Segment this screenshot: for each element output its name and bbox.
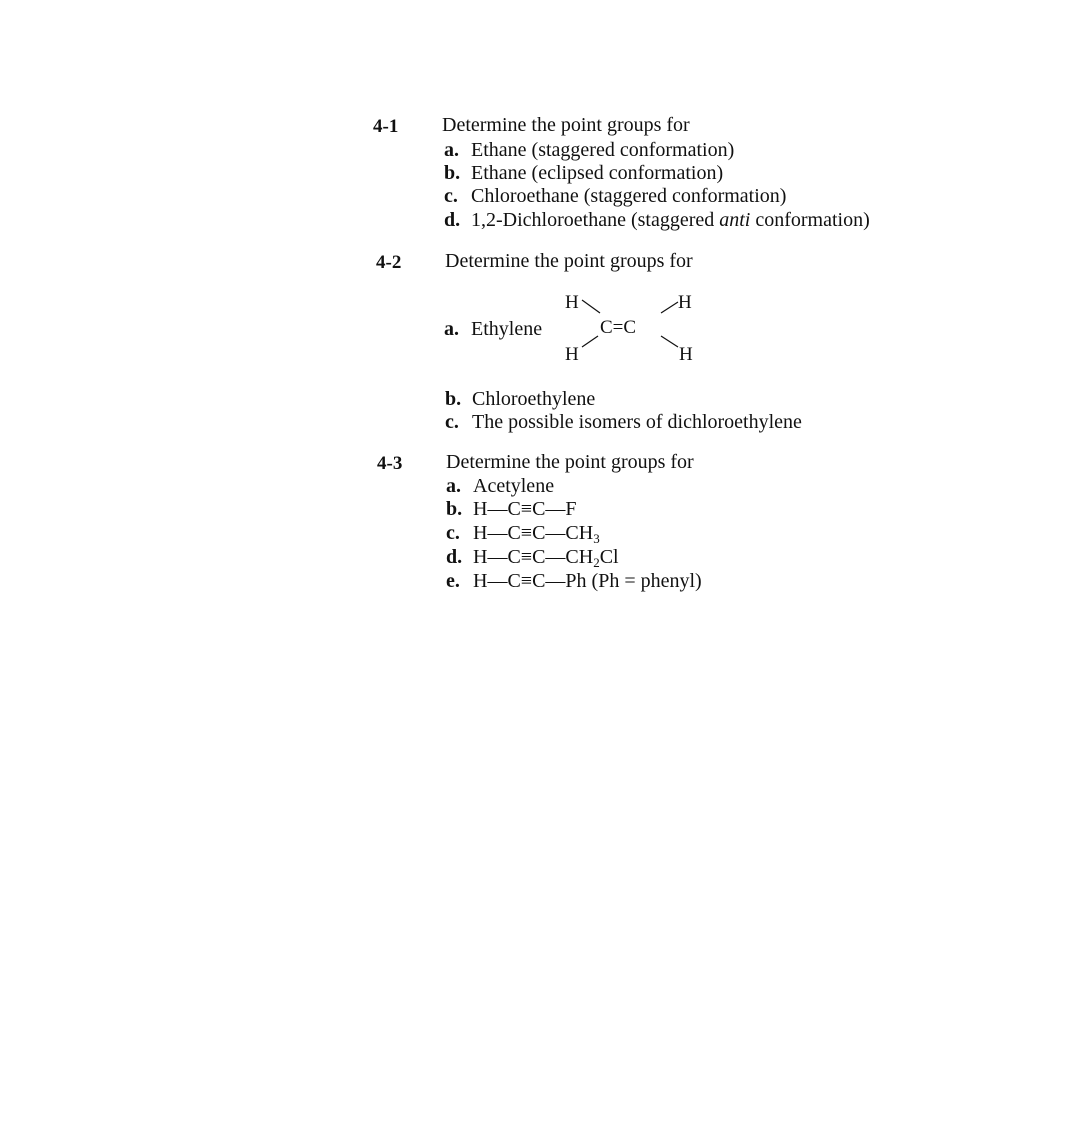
list-item xyxy=(446,475,554,498)
single-bond: — xyxy=(487,498,508,520)
list-item xyxy=(446,546,619,569)
single-bond: — xyxy=(545,498,566,520)
list-item xyxy=(445,388,595,411)
bond-line xyxy=(582,336,598,347)
list-item xyxy=(444,318,542,341)
atom: H xyxy=(473,570,488,592)
triple-bond: ≡ xyxy=(520,522,533,544)
list-item xyxy=(446,498,577,521)
item-text-pre: 1,2-Dichloroethane (staggered xyxy=(471,209,720,231)
problem-number: 4-3 xyxy=(377,453,403,474)
item-letter: c. xyxy=(445,411,459,433)
ethylene-structure xyxy=(555,285,715,370)
list-item xyxy=(444,162,723,185)
single-bond: — xyxy=(545,570,566,592)
single-bond: — xyxy=(487,522,508,544)
triple-bond: ≡ xyxy=(520,570,533,592)
item-text-post: conformation) xyxy=(750,209,870,231)
single-bond: — xyxy=(545,522,566,544)
item-text: Ethylene xyxy=(471,318,543,340)
bond-line xyxy=(661,302,678,313)
single-bond: — xyxy=(545,546,566,568)
problem-stem: Determine the point groups for xyxy=(445,250,693,272)
item-letter: b. xyxy=(445,388,462,410)
atom: C xyxy=(507,498,521,520)
atom: H xyxy=(473,522,488,544)
bond-line xyxy=(582,300,600,313)
subscript: 2 xyxy=(593,555,600,570)
list-item xyxy=(444,139,734,162)
atom: C xyxy=(507,570,521,592)
atom: C xyxy=(507,546,521,568)
double-bond-center: C=C xyxy=(600,317,637,338)
atom: C xyxy=(532,498,546,520)
item-letter: c. xyxy=(446,522,460,544)
hydrogen-atom-top-left: H xyxy=(565,292,579,313)
item-text: The possible isomers of dichloroethylene xyxy=(472,411,802,433)
atom: C xyxy=(507,522,521,544)
hydrogen-atom-bottom-left: H xyxy=(565,344,579,365)
problem-number: 4-1 xyxy=(373,116,399,137)
item-letter: e. xyxy=(446,570,460,592)
triple-bond: ≡ xyxy=(520,498,533,520)
atom: H xyxy=(473,546,488,568)
item-letter: a. xyxy=(444,139,459,161)
substituent: F xyxy=(565,498,577,520)
item-text: Chloroethane (staggered conformation) xyxy=(471,185,787,207)
substituent: Ph (Ph = phenyl) xyxy=(565,570,702,592)
problem-stem: Determine the point groups for xyxy=(442,114,690,136)
item-letter: d. xyxy=(444,209,461,231)
substituent-tail: Cl xyxy=(599,546,619,568)
atom: C xyxy=(532,546,546,568)
item-text: Chloroethylene xyxy=(472,388,596,410)
subscript: 3 xyxy=(593,531,600,546)
item-letter: b. xyxy=(446,498,463,520)
substituent: CH xyxy=(565,546,594,568)
list-item xyxy=(445,411,802,434)
item-letter: d. xyxy=(446,546,463,568)
item-text: Ethane (eclipsed conformation) xyxy=(471,162,724,184)
problem-number: 4-2 xyxy=(376,252,402,273)
list-item xyxy=(444,185,786,208)
item-text: Acetylene xyxy=(473,475,555,497)
list-item xyxy=(446,522,600,545)
list-item xyxy=(444,209,870,232)
single-bond: — xyxy=(487,546,508,568)
hydrogen-atom-top-right: H xyxy=(678,292,692,313)
list-item xyxy=(446,570,702,593)
atom: C xyxy=(532,570,546,592)
item-letter: a. xyxy=(444,318,459,340)
triple-bond: ≡ xyxy=(520,546,533,568)
single-bond: — xyxy=(487,570,508,592)
atom: C xyxy=(532,522,546,544)
item-letter: b. xyxy=(444,162,461,184)
item-letter: a. xyxy=(446,475,461,497)
hydrogen-atom-bottom-right: H xyxy=(679,344,693,365)
item-text-emphasis: anti xyxy=(719,209,751,231)
bond-line xyxy=(661,336,678,347)
item-letter: c. xyxy=(444,185,458,207)
problem-stem: Determine the point groups for xyxy=(446,451,694,473)
substituent: CH xyxy=(565,522,594,544)
item-text: Ethane (staggered conformation) xyxy=(471,139,735,161)
atom: H xyxy=(473,498,488,520)
